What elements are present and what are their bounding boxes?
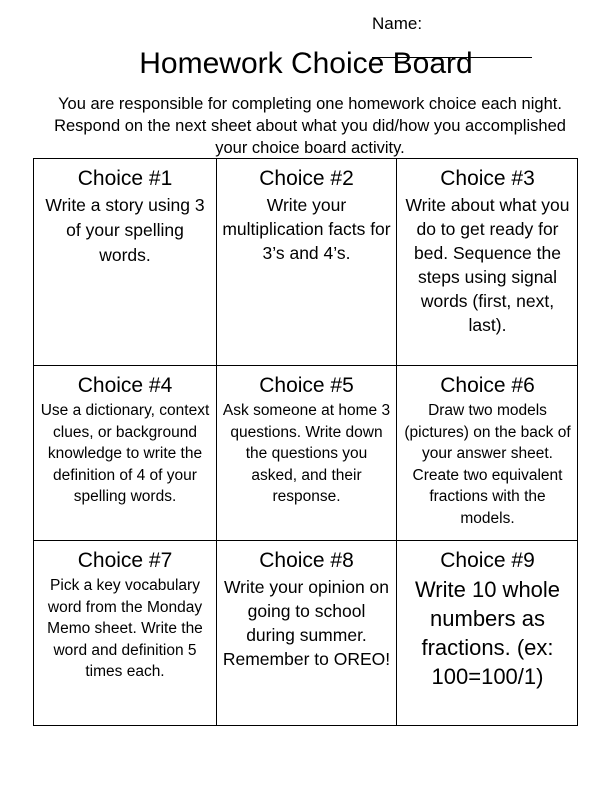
choice-text-6: Draw two models (pictures) on the back of your answer sheet. Create two equivalent fractions with the models. xyxy=(404,402,571,527)
choice-cell-3 xyxy=(396,159,578,365)
choice-text-9: Write 10 whole numbers as fractions. (ex: 100=100/1) xyxy=(414,577,561,689)
board-row-2 xyxy=(34,366,577,541)
choice-cell-7 xyxy=(34,541,216,725)
choice-text-5: Ask someone at home 3 questions. Write down the questions you asked, and their response. xyxy=(222,402,391,505)
choice-cell-8 xyxy=(216,541,396,725)
choice-title-5: Choice #5 xyxy=(259,374,354,397)
choice-cell-1 xyxy=(34,159,216,365)
choice-cell-9 xyxy=(396,541,578,725)
choice-cell-6 xyxy=(396,366,578,540)
board-row-1 xyxy=(34,159,577,366)
choice-text-8: Write your opinion on going to school during summer. Remember to OREO! xyxy=(222,577,391,669)
choice-title-8: Choice #8 xyxy=(259,549,354,572)
choice-text-1: Write a story using 3 of your spelling words. xyxy=(45,195,205,265)
choice-cell-2 xyxy=(216,159,396,365)
instructions: You are responsible for completing one homework choice each night. Respond on the next sheet about what you did/how you accomplished your choice board activity. xyxy=(54,95,566,157)
choice-text-3: Write about what you do to get ready for bed. Sequence the steps using signal words (first, next, last). xyxy=(405,195,570,335)
choice-text-7: Pick a key vocabulary word from the Monday Memo sheet. Write the word and definition 5 times each. xyxy=(47,577,203,680)
choice-title-7: Choice #7 xyxy=(77,549,173,572)
choice-text-2: Write your multiplication facts for 3’s and 4’s. xyxy=(222,195,391,263)
choice-title-2: Choice #2 xyxy=(259,167,354,190)
choice-board xyxy=(33,158,578,726)
choice-title-9: Choice #9 xyxy=(440,549,535,572)
name-label: Name: xyxy=(372,14,423,33)
choice-title-3: Choice #3 xyxy=(440,167,535,190)
page-title xyxy=(0,47,612,81)
choice-title-6: Choice #6 xyxy=(440,374,535,397)
choice-text-4: Use a dictionary, context clues, or background knowledge to write the definition of 4 of your spelling words. xyxy=(40,402,210,505)
choice-title-1: Choice #1 xyxy=(77,167,173,190)
choice-title-4: Choice #4 xyxy=(77,374,173,397)
board-row-3 xyxy=(34,541,577,725)
choice-cell-5 xyxy=(216,366,396,540)
choice-cell-4 xyxy=(34,366,216,540)
page-title-text: Homework Choice Board xyxy=(139,47,473,80)
